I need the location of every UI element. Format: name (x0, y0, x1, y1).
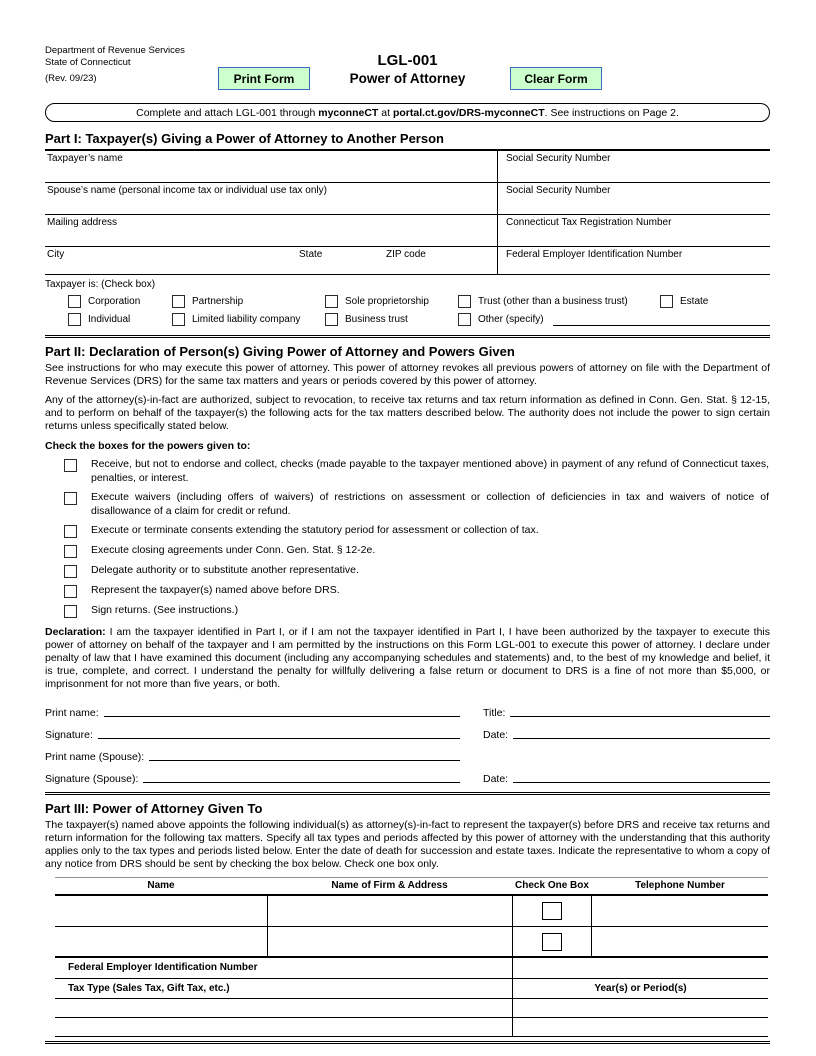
business-trust-checkbox[interactable] (325, 313, 338, 326)
attorney-row-1 (55, 896, 768, 927)
attorney-table (55, 877, 768, 1037)
form-title: Power of Attorney (349, 71, 466, 86)
bottom-divider (45, 1041, 770, 1044)
title-line[interactable] (510, 716, 770, 717)
attorney1-name-cell[interactable] (55, 896, 267, 926)
partnership-checkbox[interactable] (172, 295, 185, 308)
mailing-address-field[interactable]: Mailing address (45, 215, 497, 247)
part1-table (45, 151, 770, 275)
print-name-label: Print name: (45, 707, 99, 719)
trust-checkbox[interactable] (458, 295, 471, 308)
spouse-date-group (483, 773, 770, 785)
power-checkbox-2[interactable] (64, 492, 77, 505)
portal-url: portal.ct.gov/DRS-myconneCT (392, 106, 545, 119)
title-label: Title: (483, 707, 506, 719)
attorney2-firm-cell[interactable] (267, 927, 512, 956)
estate-checkbox[interactable] (660, 295, 673, 308)
taxpayer-name-field[interactable]: Taxpayer’s name (45, 151, 497, 183)
tax-type-row-2 (55, 1018, 768, 1037)
banner-text: Complete and attach LGL-001 through myconneCT at portal.ct.gov/DRS-myconneCT. See instructions on Page 2. (136, 106, 679, 119)
corporation-checkbox[interactable] (68, 295, 81, 308)
other-specify-line[interactable] (553, 314, 770, 326)
spouse-signature-label: Signature (Spouse): (45, 773, 139, 785)
header-firm-address: Name of Firm & Address (331, 880, 448, 891)
years2-cell[interactable] (512, 1018, 768, 1036)
spouse-signature-group (45, 773, 460, 785)
power-checkbox-3[interactable] (64, 525, 77, 538)
print-name-group (45, 707, 460, 719)
powers-heading: Check the boxes for the powers given to: (45, 440, 251, 452)
part3-title: Part III: Power of Attorney Given To (45, 801, 263, 816)
attorney1-notice-checkbox[interactable] (542, 902, 562, 920)
taxpayer-is-section (45, 279, 770, 330)
portal-name: myconneCT (318, 106, 379, 119)
entity-trust: Trust (other than a business trust) (458, 295, 628, 308)
section-divider (45, 335, 770, 338)
spouse-print-name-group (45, 751, 460, 763)
attorney2-name-cell[interactable] (55, 927, 267, 956)
power-item-closing-agreements: Execute closing agreements under Conn. Gen. Stat. § 12-2e. (64, 544, 770, 558)
years1-cell[interactable] (512, 999, 768, 1017)
myconnect-banner (45, 103, 770, 122)
declaration-paragraph: Declaration: I am the taxpayer identified in Part I, or if I am not the taxpayer identified in Part I, I have been authorized by the taxpayer to execute this power of attorney on behalf of the taxpayer and I am permitted by the instructions on this Form LGL-001 to execute this power of attorney. I declare under penalty of law that I have examined this document (including any accompanying schedules and statements) and, to the best of my knowledge and belief, it is true, complete, and correct. I understand the penalty for willfully delivering a false return or document to DRS is a fine of not more than $5,000, or imprisonment for not more than five years, or both. (45, 626, 770, 690)
spouse-name-field[interactable]: Spouse’s name (personal income tax or individual use tax only) (45, 183, 497, 215)
state-label: State (299, 249, 323, 260)
signature-row-2 (45, 719, 770, 741)
signature-row-4 (45, 763, 770, 785)
spouse-date-label: Date: (483, 773, 509, 785)
power-item-consents: Execute or terminate consents extending the statutory period for assessment or collection of tax. (64, 524, 770, 538)
part2-paragraph-2: Any of the attorney(s)-in-fact are authorized, subject to revocation, to receive tax returns and tax return information as defined in Conn. Gen. Stat. § 12-15, and to perform on behalf of the taxpayer(s) the following acts for the tax matters described below. The authority does not include the power to sign certain returns unless specifically stated below. (45, 394, 770, 432)
form-title-block (45, 52, 770, 86)
spouse-ssn-field[interactable]: Social Security Number (497, 183, 770, 215)
part2-title: Part II: Declaration of Person(s) Giving Power of Attorney and Powers Given (45, 344, 515, 359)
entity-sole-proprietorship: Sole proprietorship (325, 295, 429, 308)
form-content (45, 45, 770, 1044)
date-group (483, 729, 770, 741)
spouse-print-name-label: Print name (Spouse): (45, 751, 145, 763)
tax-type2-cell[interactable] (55, 1018, 512, 1036)
attorney1-firm-cell[interactable] (267, 896, 512, 926)
attorney1-notice-cell (512, 896, 592, 926)
form-header (45, 45, 770, 97)
city-label: City (47, 249, 65, 260)
entity-corporation: Corporation (68, 295, 140, 308)
print-form-button[interactable]: Print Form (218, 67, 310, 90)
spouse-signature-line[interactable] (143, 782, 460, 783)
header-telephone: Telephone Number (635, 880, 725, 891)
agency-name: Department of Revenue Services (45, 45, 185, 56)
entity-business-trust: Business trust (325, 313, 408, 326)
part2-paragraph-1: See instructions for who may execute this power of attorney. This power of attorney revokes all previous powers of attorney on file with the Department of Revenue Services (DRS) for the same tax matters and years or periods covered by this power of attorney. (45, 362, 770, 387)
attorney-table-header (55, 878, 768, 896)
signature-label: Signature: (45, 729, 93, 741)
header-name: Name (147, 880, 175, 891)
entity-type-row-2 (45, 312, 770, 330)
ssn-field[interactable]: Social Security Number (497, 151, 770, 183)
signature-row-1 (45, 697, 770, 719)
attorney2-notice-cell (512, 927, 592, 956)
zip-label: ZIP code (386, 249, 426, 260)
power-item-sign-returns: Sign returns. (See instructions.) (64, 604, 770, 618)
entity-individual: Individual (68, 313, 130, 326)
print-name-line[interactable] (104, 716, 460, 717)
agency-state: State of Connecticut (45, 56, 131, 68)
tax-type-row-1 (55, 999, 768, 1018)
signature-group (45, 729, 460, 741)
part1-title: Part I: Taxpayer(s) Giving a Power of Attorney to Another Person (45, 131, 770, 151)
part3-paragraph: The taxpayer(s) named above appoints the following individual(s) as attorney(s)-in-fact to represent the taxpayer(s) before DRS and receive tax returns and return information for the following tax matters. Specify all tax types and periods affected by this power of attorney with the understanding that this authority applies only to the tax types and periods listed below. Enter the date of death for succession and estate taxes. Indicate the representative to whom a copy of any notice from DRS should be sent by checking the box below. Check one box only. (45, 819, 770, 870)
section-divider (45, 792, 770, 795)
individual-checkbox[interactable] (68, 313, 81, 326)
power-checkbox-7[interactable] (64, 605, 77, 618)
other-checkbox[interactable] (458, 313, 471, 326)
power-checkbox-4[interactable] (64, 545, 77, 558)
attorney2-phone-cell[interactable] (592, 927, 768, 956)
power-checkbox-1[interactable] (64, 459, 77, 472)
date-label: Date: (483, 729, 509, 741)
entity-other: Other (specify) (458, 313, 770, 326)
city-state-zip-field[interactable] (45, 247, 497, 275)
tax-type-label: Tax Type (Sales Tax, Gift Tax, etc.) (68, 983, 230, 994)
attorney1-phone-cell[interactable] (592, 896, 768, 926)
fein-row-label: Federal Employer Identification Number (68, 962, 258, 973)
tax-type1-cell[interactable] (55, 999, 512, 1017)
ct-tax-registration-field[interactable]: Connecticut Tax Registration Number (497, 215, 770, 247)
entity-type-row-1 (45, 294, 770, 312)
power-item-represent-taxpayer: Represent the taxpayer(s) named above before DRS. (64, 584, 770, 598)
signature-line[interactable] (98, 738, 460, 739)
header-check-one-box: Check One Box (515, 880, 589, 891)
power-item-delegate-authority: Delegate authority or to substitute another representative. (64, 564, 770, 578)
taxpayer-is-label: Taxpayer is: (Check box) (45, 279, 156, 290)
power-checkbox-5[interactable] (64, 565, 77, 578)
signature-row-3 (45, 741, 770, 763)
declaration-label: Declaration: (45, 626, 106, 638)
revision-date: (Rev. 09/23) (45, 73, 97, 84)
fein-row (55, 958, 768, 979)
power-item-execute-waivers: Execute waivers (including offers of waivers) of restrictions on assessment or collection of deficiencies in tax and waivers of notice of disallowance of a claim for credit or refund. (64, 491, 770, 518)
entity-llc: Limited liability company (172, 313, 300, 326)
title-group (483, 707, 770, 719)
years-periods-label: Year(s) or Period(s) (512, 979, 768, 998)
attorney-row-2 (55, 927, 768, 958)
sole-proprietorship-checkbox[interactable] (325, 295, 338, 308)
llc-checkbox[interactable] (172, 313, 185, 326)
spouse-print-name-line[interactable] (149, 760, 460, 761)
tax-type-header-row (55, 979, 768, 999)
date-line[interactable] (513, 738, 770, 739)
form-number: LGL-001 (377, 52, 438, 69)
entity-partnership: Partnership (172, 295, 243, 308)
power-item-receive-checks: Receive, but not to endorse and collect, checks (made payable to the taxpayer mentioned above) in payment of any refund of Connecticut taxes, penalties, or interest. (64, 458, 770, 485)
power-checkbox-6[interactable] (64, 585, 77, 598)
entity-estate: Estate (660, 295, 708, 308)
fein-value-cell[interactable] (512, 958, 768, 978)
attorney2-notice-checkbox[interactable] (542, 933, 562, 951)
spouse-date-line[interactable] (513, 782, 770, 783)
fein-field[interactable]: Federal Employer Identification Number (497, 247, 770, 275)
clear-form-button[interactable]: Clear Form (510, 67, 602, 90)
